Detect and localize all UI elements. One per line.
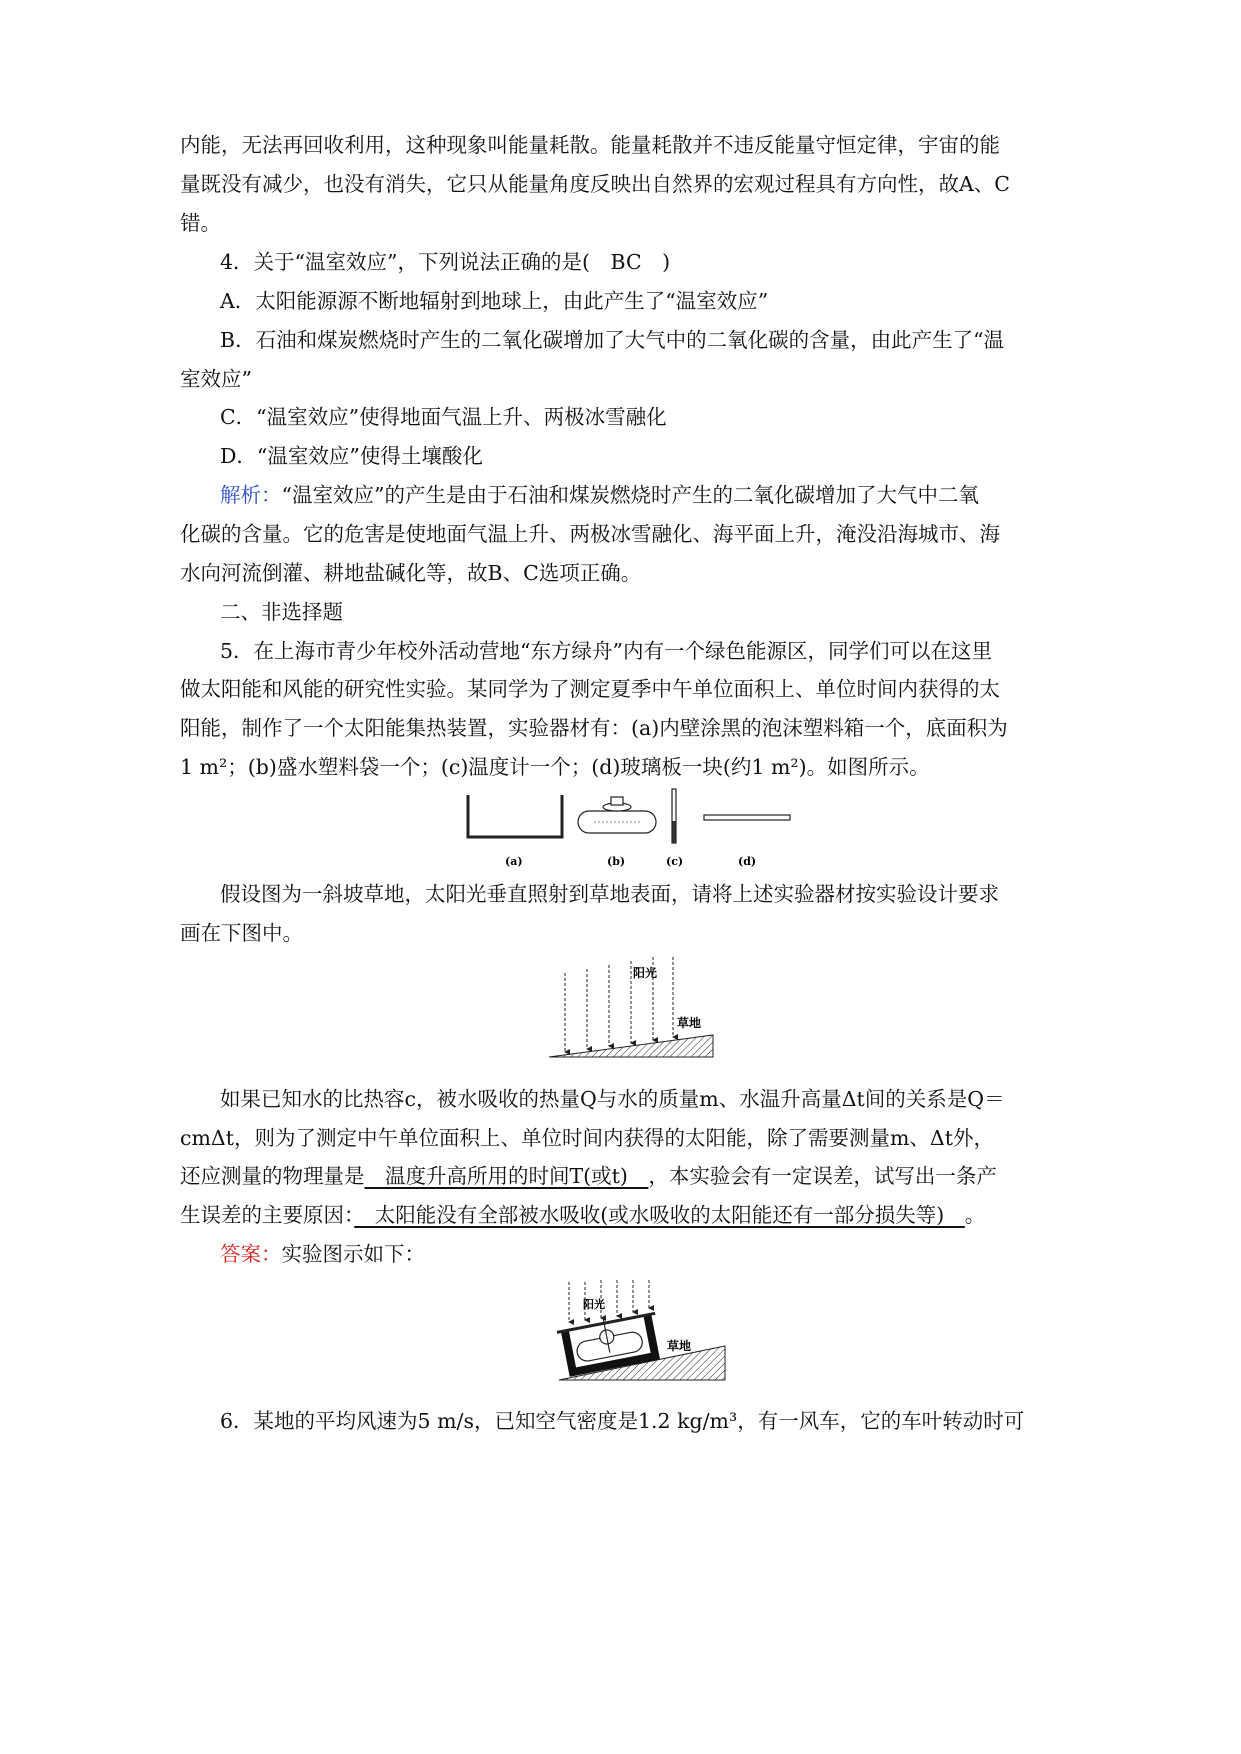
option-b-continued: 室效应” [180, 367, 252, 391]
analysis-line [220, 481, 979, 509]
water-bag-shape [578, 811, 656, 833]
question-6-text: 6．某地的平均风速为5 m/s，已知空气密度是1.2 kg/m³，有一风车，它的车叶转动时可 [220, 1409, 1025, 1433]
question-5-text: 画在下图中。 [180, 921, 303, 945]
question-5-text: cmΔt，则为了测定中午单位面积上、单位时间内获得的太阳能，除了需要测量m、Δt外， [180, 1126, 994, 1150]
grass-label: 草地 [677, 1016, 702, 1030]
question-5-text: 阳能，制作了一个太阳能集热装置，实验器材有：(a)内壁涂黑的泡沫塑料箱一个，底面积为 [180, 716, 1008, 740]
option-d: D．“温室效应”使得土壤酸化 [220, 444, 483, 468]
option-a: A．太阳能源源不断地辐射到地球上，由此产生了“温室效应” [220, 289, 769, 313]
answer-label: 答案： [220, 1242, 282, 1266]
figure-label-a: (a) [505, 855, 523, 868]
question-5-text: 1 m²；(b)盛水塑料袋一个；(c)温度计一个；(d)玻璃板一块(约1 m²)。如图所示。 [180, 755, 930, 779]
analysis-text: “温室效应”的产生是由于石油和煤炭燃烧时产生的二氧化碳增加了大气中二氧 [281, 483, 979, 507]
answer-blank-2: 太阳能没有全部被水吸收(或水吸收的太阳能还有一部分损失等) [354, 1203, 965, 1227]
section-heading: 二、非选择题 [220, 600, 343, 624]
text-line: 量既没有减少，也没有消失，它只从能量角度反映出自然界的宏观过程具有方向性，故A、C [180, 172, 1010, 196]
glass-plate-shape [704, 815, 790, 820]
slope-sunlight-figure [545, 955, 745, 1065]
question-4-stem: 4．关于“温室效应”，下列说法正确的是( BC ) [220, 250, 671, 274]
sunlight-label: 阳光 [583, 1298, 605, 1311]
answer-line [220, 1240, 425, 1268]
text-line: 内能，无法再回收利用，这种现象叫能量耗散。能量耗散并不违反能量守恒定律，宇宙的能 [180, 133, 1000, 157]
grass-label: 草地 [667, 1339, 692, 1353]
apparatus-figure [460, 785, 830, 875]
figure-label-d: (d) [738, 855, 757, 868]
figure-label-c: (c) [666, 855, 684, 868]
answer-blank-1: 温度升高所用的时间T(或t) [364, 1164, 649, 1188]
question-5-text: 5．在上海市青少年校外活动营地“东方绿舟”内有一个绿色能源区，同学们可以在这里 [220, 639, 993, 663]
foam-box-shape [468, 795, 562, 837]
question-5-text: 做太阳能和风能的研究性实验。某同学为了测定夏季中午单位面积上、单位时间内获得的太 [180, 677, 1000, 701]
question-5-text: 还应测量的物理量是 温度升高所用的时间T(或t) ，本实验会有一定误差，试写出一条产 [180, 1164, 997, 1188]
figure-label-b: (b) [607, 855, 626, 868]
text-line: 错。 [180, 211, 221, 235]
question-5-text: 假设图为一斜坡草地，太阳光垂直照射到草地表面，请将上述实验器材按实验设计要求 [220, 882, 999, 906]
analysis-label: 解析： [220, 483, 282, 507]
option-b: B．石油和煤炭燃烧时产生的二氧化碳增加了大气中的二氧化碳的含量，由此产生了“温 [220, 328, 1005, 352]
water-bag-neck [611, 797, 623, 805]
answer-text: 实验图示如下： [281, 1242, 425, 1266]
analysis-line: 水向河流倒灌、耕地盐碱化等，故B、C选项正确。 [180, 561, 642, 585]
question-5-text: 如果已知水的比热容c，被水吸收的热量Q与水的质量m、水温升高量Δt间的关系是Q＝ [220, 1087, 1005, 1111]
option-c: C．“温室效应”使得地面气温上升、两极冰雪融化 [220, 405, 667, 429]
sunlight-label: 阳光 [633, 966, 658, 980]
answer-figure [555, 1278, 735, 1388]
analysis-line: 化碳的含量。它的危害是使地面气温上升、两极冰雪融化、海平面上升，淹没沿海城市、海 [180, 522, 1000, 546]
thermometer-liquid [673, 821, 676, 843]
question-5-text: 生误差的主要原因： 太阳能没有全部被水吸收(或水吸收的太阳能还有一部分损失等) 。 [180, 1203, 986, 1227]
